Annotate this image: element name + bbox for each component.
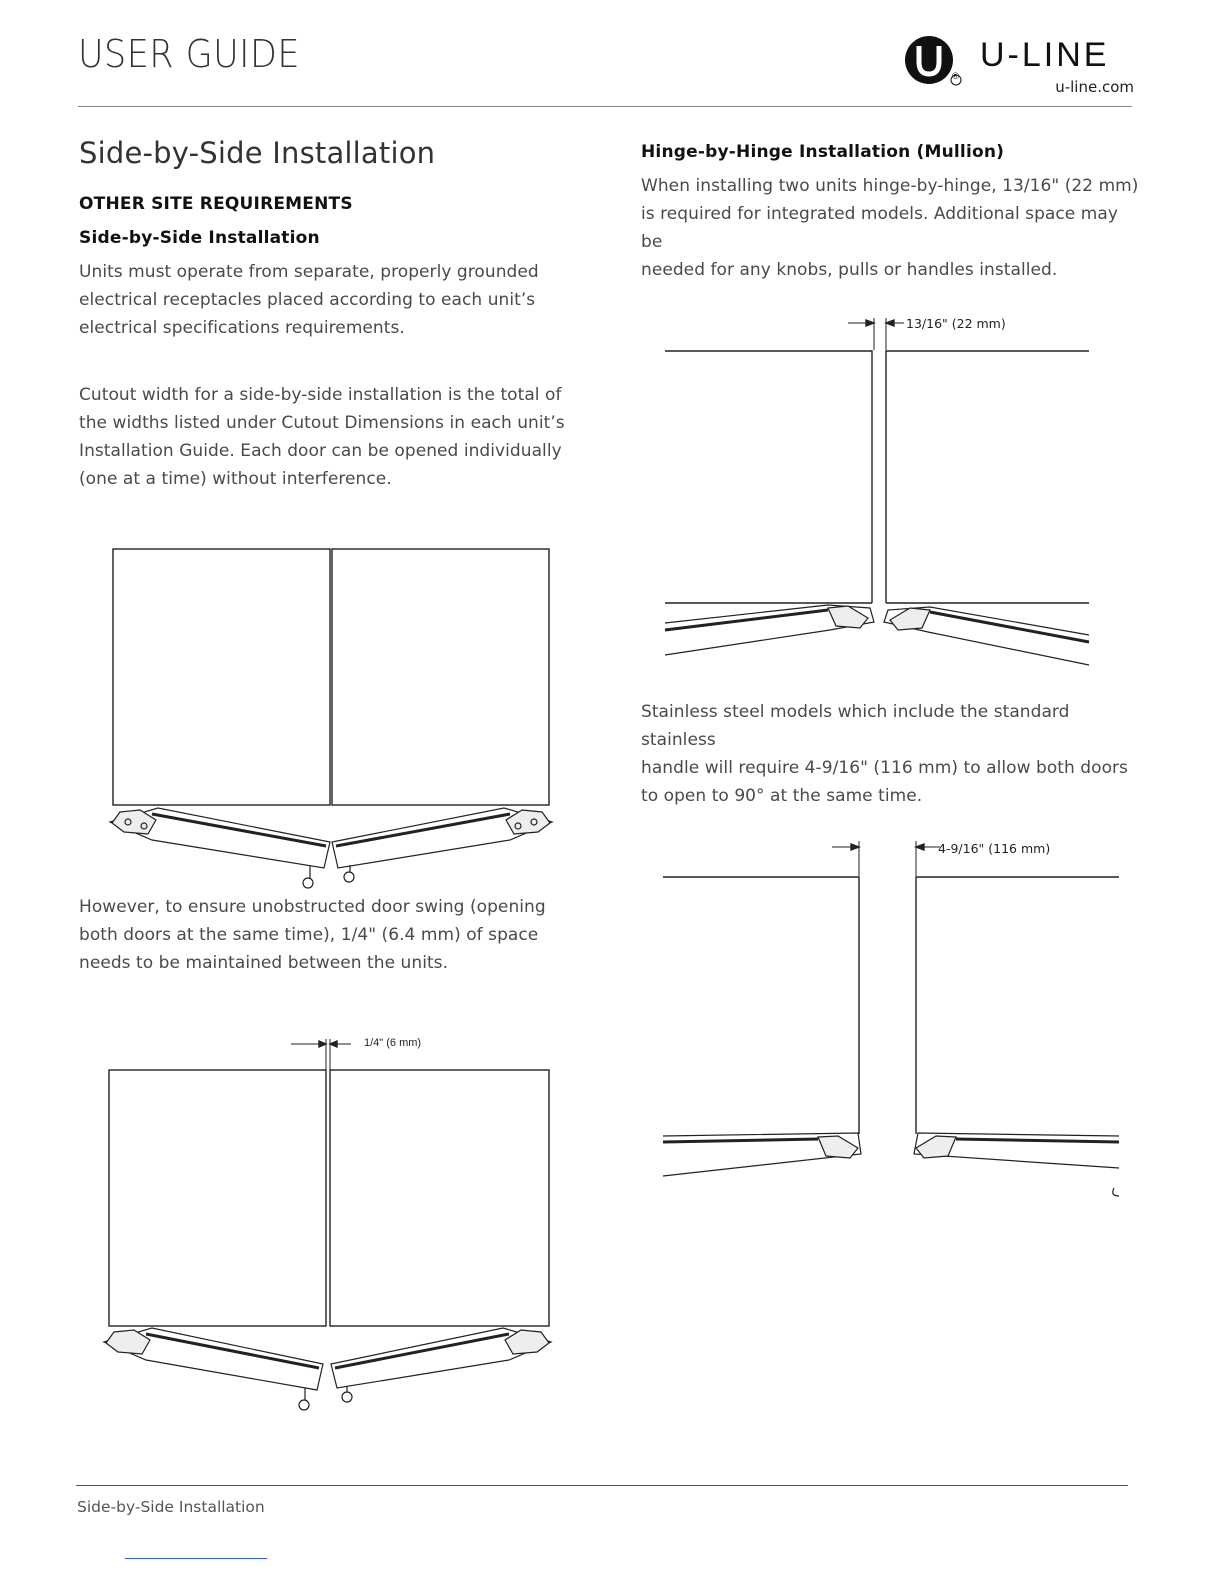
left-door-open	[104, 1328, 323, 1410]
text-line: However, to ensure unobstructed door swing (opening	[79, 897, 546, 917]
left-door-open	[665, 605, 874, 655]
left-unit-cabinet	[113, 549, 330, 805]
figure-hinge-by-hinge-integrated	[660, 310, 1100, 672]
text-line: Units must operate from separate, properly grounded	[79, 262, 539, 282]
text-line: is required for integrated models. Additional space may be	[641, 204, 1118, 252]
left-unit-outline	[663, 877, 859, 1134]
figure-side-by-side-gap	[95, 1030, 565, 1420]
left-unit-outline	[665, 351, 872, 603]
dimension-label-quarter-inch: 1/4" (6 mm)	[364, 1037, 422, 1049]
left-door-open	[110, 808, 330, 888]
right-door-open	[331, 1328, 551, 1402]
right-unit-outline	[886, 351, 1089, 603]
document-title: USER GUIDE	[78, 32, 300, 76]
page-heading: Side-by-Side Installation	[79, 136, 436, 170]
paragraph-hinge-by-hinge	[641, 172, 1141, 284]
u-line-logo	[902, 32, 1134, 94]
footer-divider	[76, 1485, 1128, 1486]
text-line: the widths listed under Cutout Dimensions in each unit’s	[79, 413, 565, 433]
section-heading-site-requirements: OTHER SITE REQUIREMENTS	[79, 194, 353, 214]
right-door-open	[884, 607, 1089, 665]
header-divider	[78, 106, 1132, 107]
text-line: needs to be maintained between the units.	[79, 953, 449, 973]
text-line: Stainless steel models which include the standard stainless	[641, 702, 1070, 750]
paragraph-door-swing-gap	[79, 893, 579, 977]
dimension-label-13-16: 13/16" (22 mm)	[906, 316, 1006, 331]
paragraph-cutout-width	[79, 381, 579, 493]
text-line: Installation Guide. Each door can be opened individually	[79, 441, 562, 461]
u-line-logo-icon	[902, 32, 962, 92]
text-line: needed for any knobs, pulls or handles installed.	[641, 260, 1058, 280]
brand-name: U-LINE	[980, 36, 1110, 74]
right-door-open	[332, 808, 552, 882]
subheading-side-by-side: Side-by-Side Installation	[79, 228, 320, 248]
right-unit-cabinet	[332, 549, 549, 805]
text-line: Cutout width for a side-by-side installation is the total of	[79, 385, 562, 405]
figure-hinge-by-hinge-stainless	[658, 836, 1128, 1208]
brand-url[interactable]: u-line.com	[1055, 78, 1134, 96]
text-line: both doors at the same time), 1/4" (6.4 mm) of space	[79, 925, 539, 945]
registered-mark: ®	[951, 72, 960, 82]
left-unit-cabinet	[109, 1070, 326, 1326]
text-line: electrical receptacles placed according to each unit’s	[79, 290, 536, 310]
subheading-hinge-by-hinge: Hinge-by-Hinge Installation (Mullion)	[641, 142, 1005, 162]
text-line: to open to 90° at the same time.	[641, 786, 923, 806]
text-line: handle will require 4-9/16" (116 mm) to allow both doors	[641, 758, 1128, 778]
figure-side-by-side-doors	[100, 540, 570, 892]
footer-link-underline[interactable]	[125, 1558, 267, 1559]
right-unit-outline	[916, 877, 1119, 1134]
right-unit-cabinet	[330, 1070, 549, 1326]
right-door-open	[914, 1133, 1119, 1196]
paragraph-receptacles	[79, 258, 579, 342]
dimension-label-4-9-16: 4-9/16" (116 mm)	[938, 841, 1051, 856]
text-line: When installing two units hinge-by-hinge, 13/16" (22 mm)	[641, 176, 1139, 196]
footer-section-title: Side-by-Side Installation	[77, 1498, 265, 1516]
text-line: electrical specifications requirements.	[79, 318, 405, 338]
left-door-open	[663, 1133, 861, 1176]
paragraph-stainless-handle	[641, 698, 1141, 810]
text-line: (one at a time) without interference.	[79, 469, 392, 489]
